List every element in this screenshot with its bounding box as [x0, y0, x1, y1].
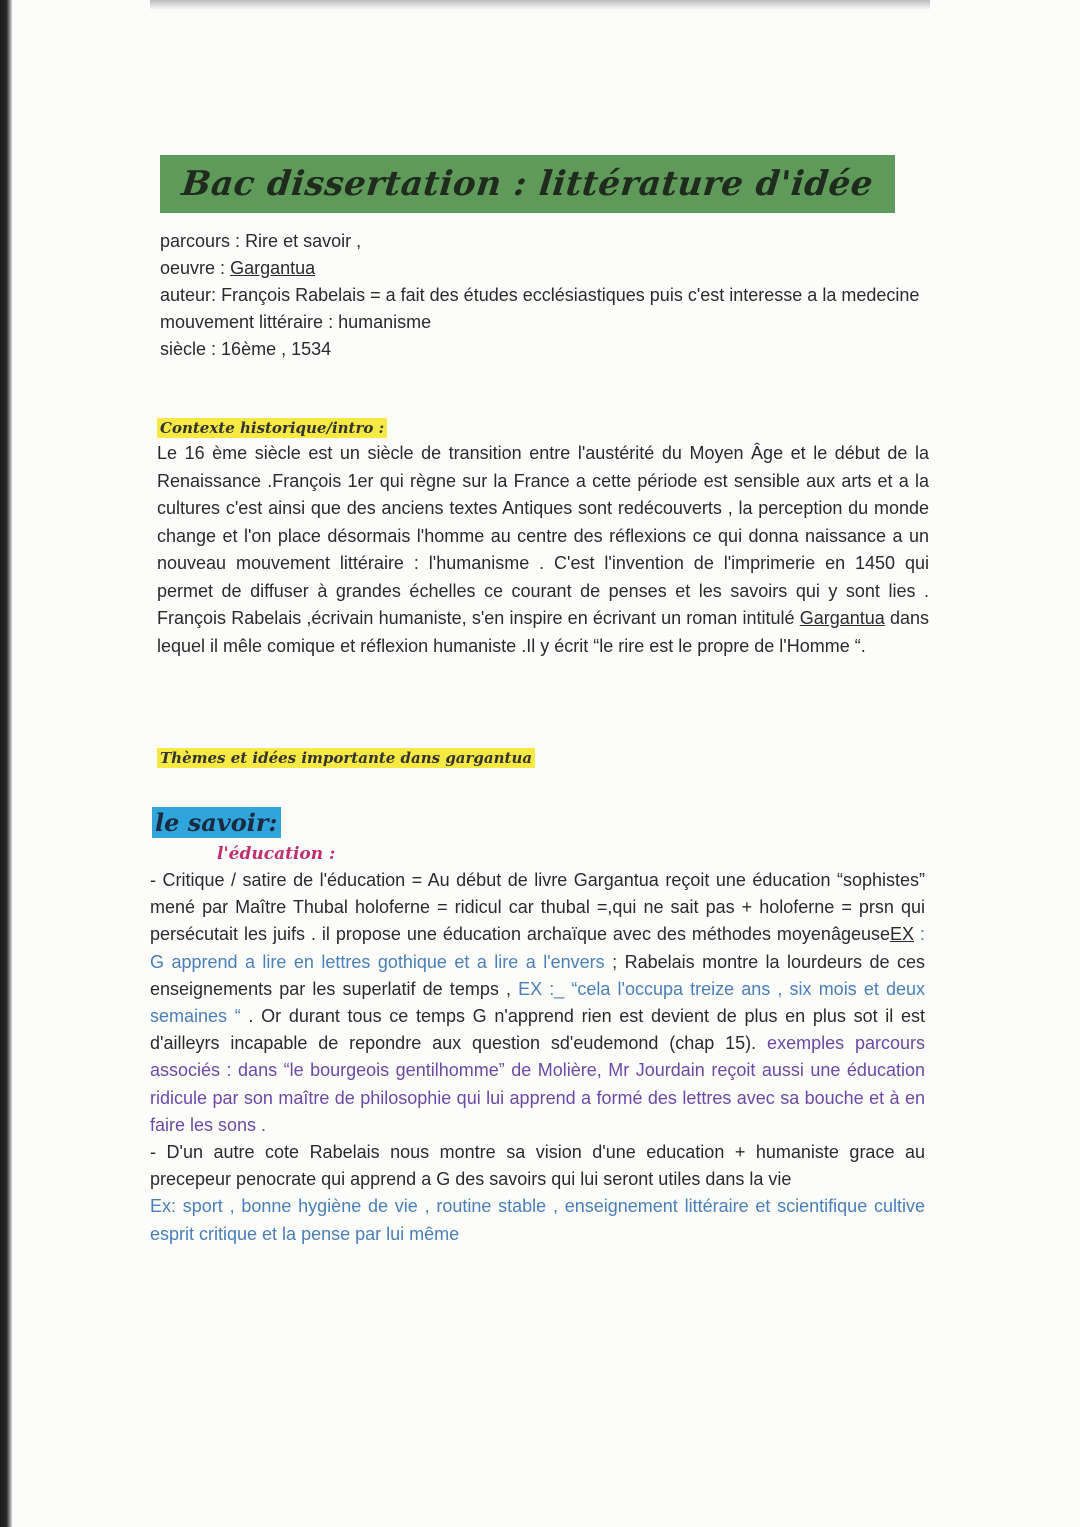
- oeuvre-label: oeuvre :: [160, 258, 226, 278]
- auteur-label: auteur:: [160, 285, 217, 305]
- contexte-text-end: dans lequel il mêle comique et réflexion humaniste .Il y écrit “le rire est le propre de l'Homme “.: [157, 608, 929, 656]
- page-title: Bac dissertation : littérature d'idée: [179, 164, 876, 204]
- themes-label: Thèmes et idées importante dans gargantua: [157, 748, 535, 768]
- education-text-3: . Or durant tous ce temps G n'apprend rien est devient de plus en plus sot il est d'ailleyrs incapable de repondre aux question sd'eudemond (chap 15).: [150, 1006, 925, 1054]
- education-text-4: - D'un autre cote Rabelais nous montre sa vision d'une education + humaniste grace au precepeur penocrate qui apprend a G des savoirs qui lui seront utiles dans la vie: [150, 1142, 925, 1190]
- auteur-value: François Rabelais = a fait des études ecclésiastiques puis c'est interesse a la medecine: [221, 285, 920, 305]
- info-auteur: [160, 282, 950, 309]
- mouvement-value: humanisme: [338, 312, 432, 332]
- work-info: [160, 228, 950, 363]
- education-subheading: l'éducation :: [217, 844, 336, 864]
- parcours-value: Rire et savoir ,: [245, 231, 362, 251]
- siecle-label: siècle :: [160, 339, 217, 359]
- oeuvre-value: Gargantua: [230, 258, 316, 278]
- info-mouvement: [160, 309, 950, 336]
- title-banner: [160, 155, 895, 213]
- savoir-heading: le savoir:: [152, 807, 281, 838]
- contexte-heading: [157, 418, 387, 438]
- contexte-label: Contexte historique/intro :: [157, 418, 387, 438]
- themes-heading: [157, 748, 535, 768]
- contexte-book-title: Gargantua: [799, 608, 885, 628]
- info-parcours: [160, 228, 950, 255]
- education-text-1: - Critique / satire de l'éducation = Au début de livre Gargantua reçoit une éducation “sophistes” mené par Maître Thubal holoferne = ridicul car thubal =,qui ne sait pas + holoferne = prsn qui persécutait les juifs . il propose une éducation archaïque avec des méthodes moyenâgeuse: [150, 870, 925, 945]
- education-example-2: EX :_ “cela l'occupa treize ans , six mois et deux semaines “: [150, 978, 925, 1027]
- contexte-text: Le 16 ème siècle est un siècle de transition entre l'austérité du Moyen Âge et le début de la Renaissance .François 1er qui règne sur la France a cette période est sensible aux arts et a la cultures c'est ainsi que des anciens textes Antiques sont redécouverts , la perception du monde change et l'on place désormais l'homme au centre des réflexions ce qui donna naissance a un nouveau mouvement littéraire : l'humanisme . C'est l'invention de l'imprimerie en 1450 qui permet de diffuser à grandes échelles ce courant de penses et les savoirs qui y sont lies . François Rabelais ,écrivain humaniste, s'en inspire en écrivant un roman intitulé: [157, 443, 929, 628]
- education-example-3: Ex: sport , bonne hygiène de vie , routine stable , enseignement littéraire et scientifique cultive esprit critique et la pense par lui même: [150, 1196, 925, 1244]
- education-parcours-example: exemples parcours associés : dans “le bourgeois gentilhomme” de Molière, Mr Jourdain reçoit aussi une éducation ridicule par son maître de philosophie qui lui apprend a formé des lettres avec sa bouche et à en faire les sons .: [150, 1033, 925, 1135]
- education-ex-marker: EX: [890, 924, 915, 945]
- education-text-2: ; Rabelais montre la lourdeurs de ces enseignements par les superlatif de temps ,: [150, 951, 925, 999]
- parcours-label: parcours :: [160, 231, 241, 251]
- mouvement-label: mouvement littéraire :: [160, 312, 334, 332]
- education-example-1: : G apprend a lire en lettres gothique et a lire a l'envers: [150, 924, 925, 972]
- info-siecle: [160, 336, 950, 363]
- siecle-value: 16ème , 1534: [221, 339, 332, 359]
- education-paragraph: [150, 867, 925, 1248]
- contexte-paragraph: [157, 440, 929, 660]
- info-oeuvre: [160, 255, 950, 282]
